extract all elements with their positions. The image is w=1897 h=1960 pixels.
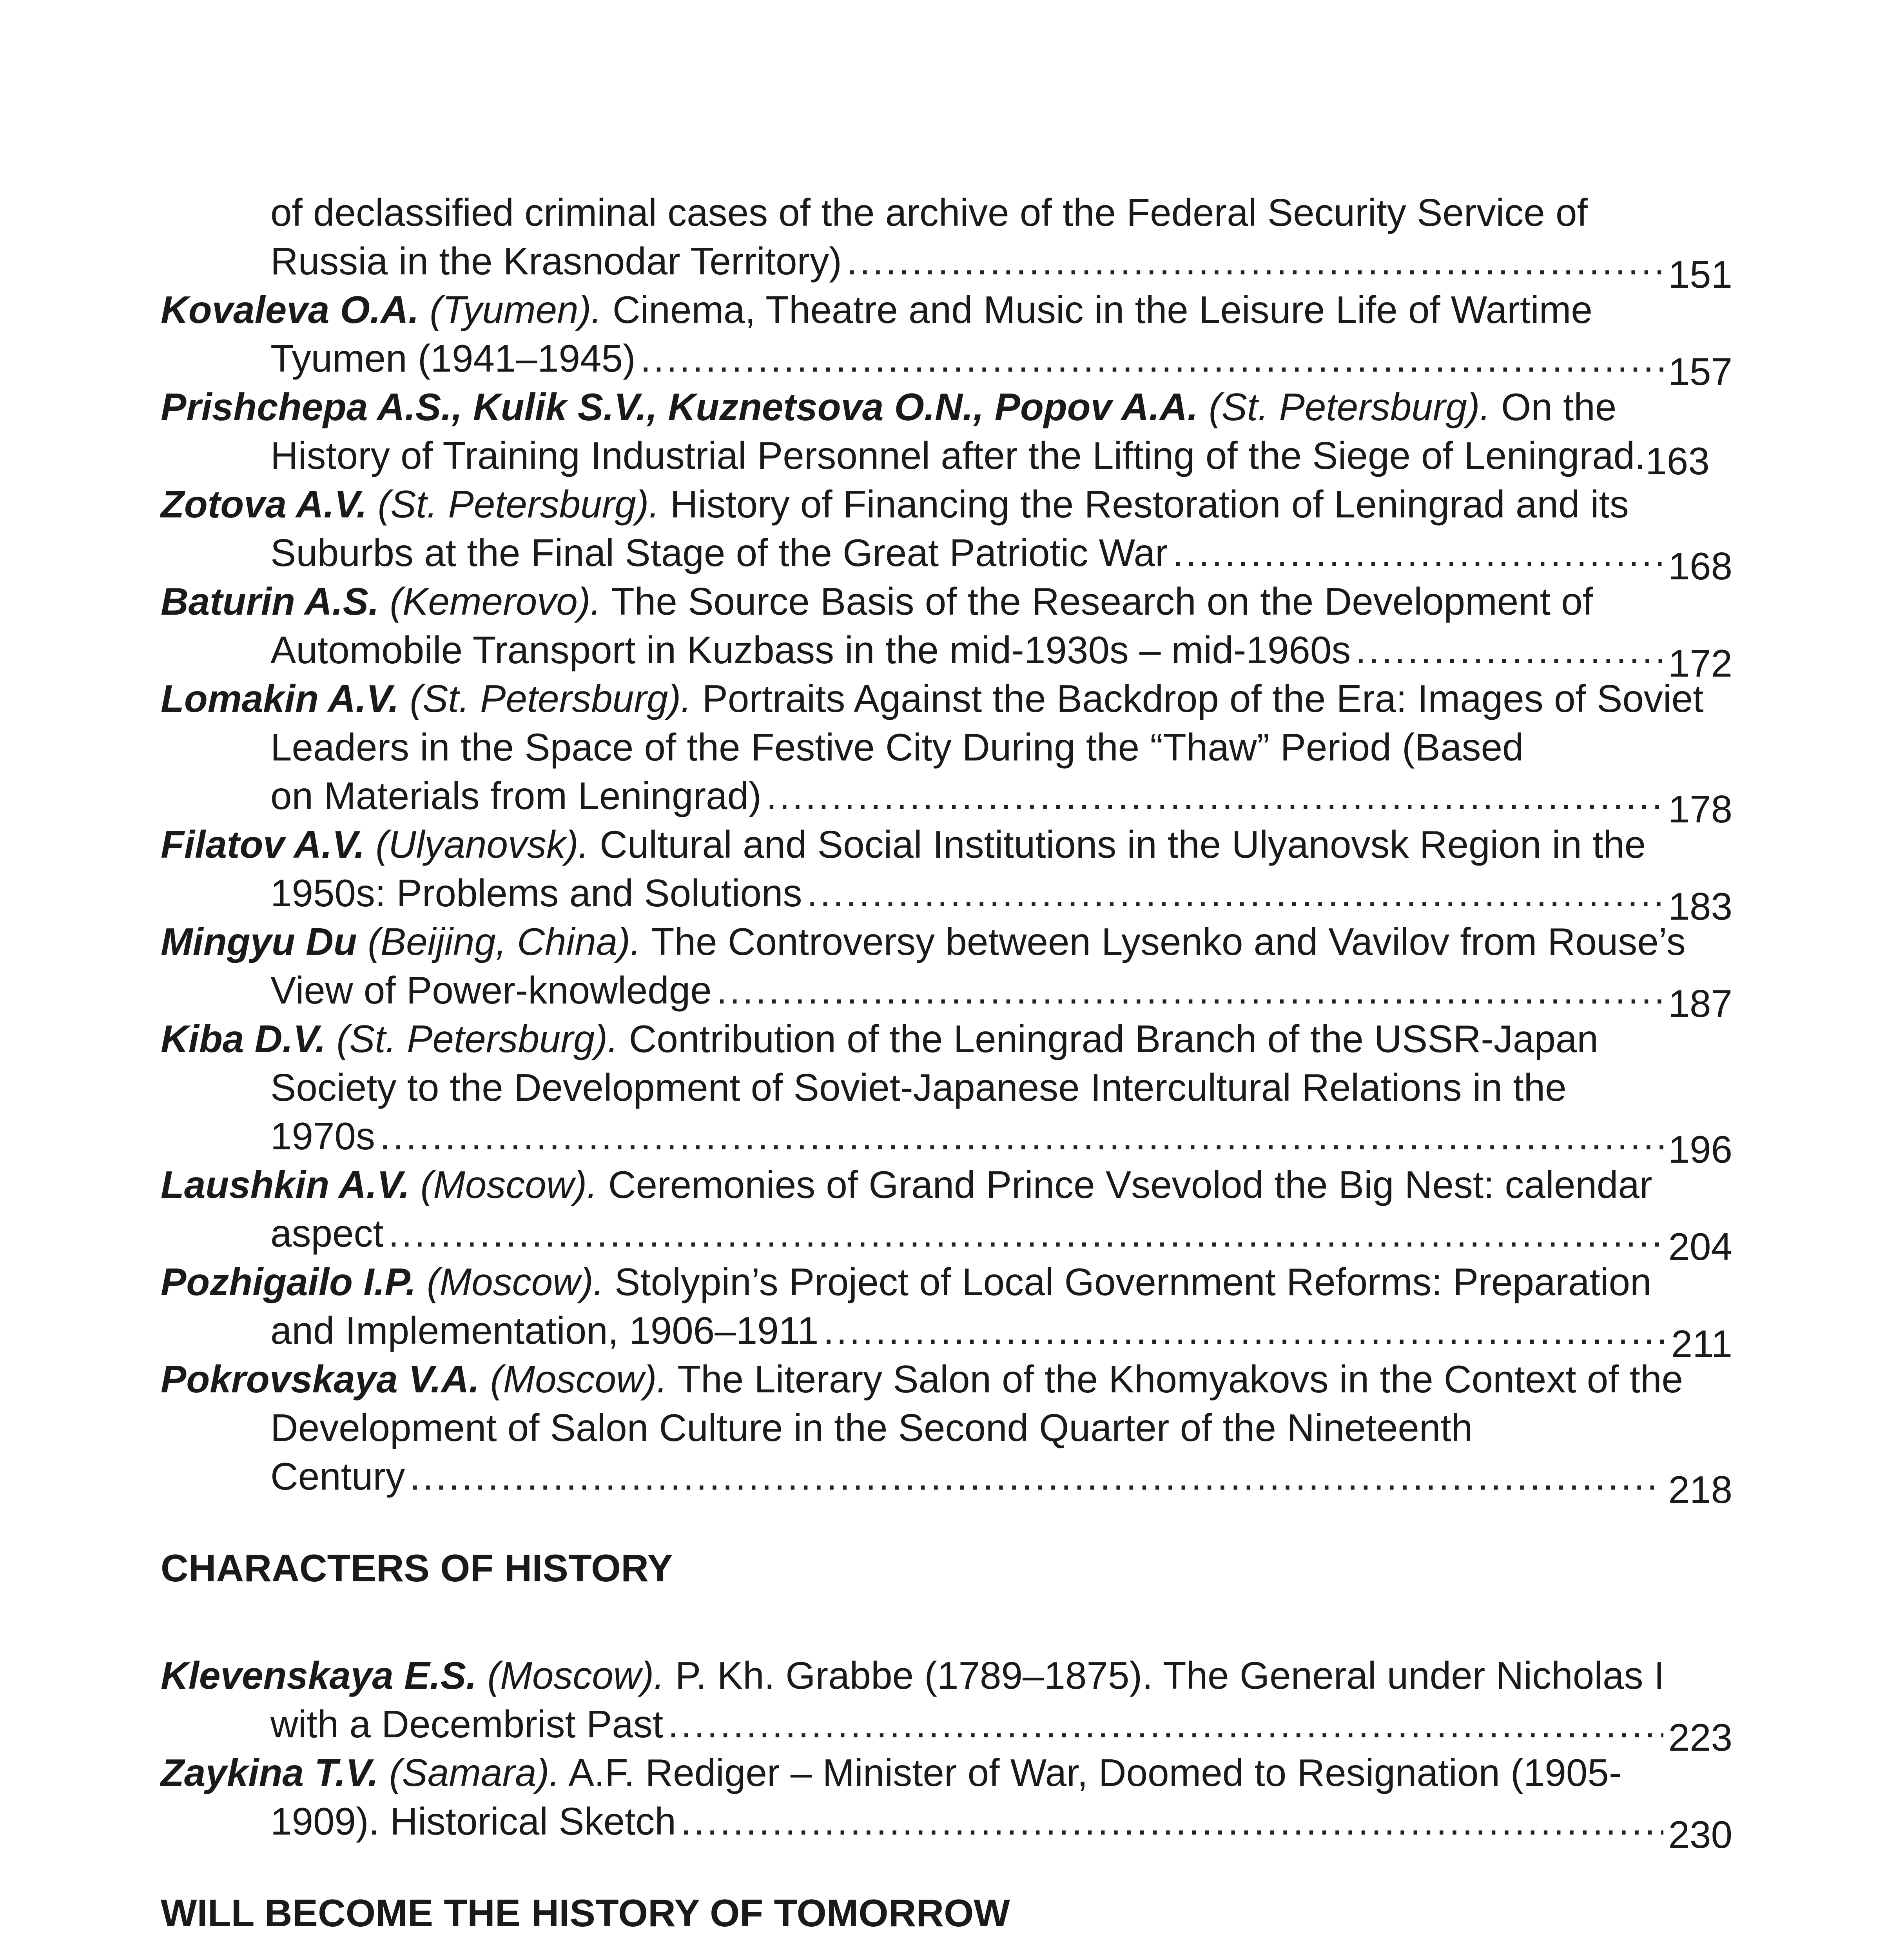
entry-title-last-line: Suburbs at the Final Stage of the Great Patriotic War	[270, 531, 1168, 574]
entry-title-line: A.F. Rediger – Minister of War, Doomed to Resignation (1905-	[568, 1751, 1622, 1794]
entry-title-line: P. Kh. Grabbe (1789–1875). The General under Nicholas I	[675, 1654, 1665, 1697]
section-title-will-become-history: WILL BECOME THE HISTORY OF TOMORROW	[161, 1891, 1010, 1935]
entry-title-last-line: Automobile Transport in Kuzbass in the mid-1930s – mid-1960s	[270, 628, 1351, 671]
dot-leader	[1173, 528, 1664, 577]
toc-entry-laushkin	[161, 1160, 1732, 1268]
toc-entry-mingyu	[161, 917, 1732, 1025]
entry-title-last-line: 1970s	[270, 1114, 375, 1158]
entry-title-last-line: View of Power-knowledge	[270, 969, 712, 1012]
entry-author: Laushkin A.V.	[161, 1163, 410, 1206]
table-of-contents	[161, 188, 1732, 1960]
toc-section-characters-of-history	[161, 1651, 1732, 1856]
dot-leader	[716, 966, 1664, 1014]
entry-title-line: of the Development of Salon Culture in the Second Quarter of the Nineteenth	[270, 1357, 1683, 1449]
page-number: 151	[1668, 253, 1732, 296]
dot-leader	[388, 1209, 1664, 1258]
entry-title-last-line: with a Decembrist Past	[270, 1702, 664, 1746]
entry-author: Zaykina T.V.	[161, 1751, 379, 1794]
entry-place: (Tyumen).	[430, 288, 602, 331]
entry-place: (Ulyanovsk).	[375, 823, 589, 866]
page-number: 211	[1671, 1322, 1732, 1365]
entry-title-line: Society to the Development of Soviet-Japanese Intercultural Relations in the	[270, 1066, 1567, 1109]
entry-title-last-line: aspect	[270, 1212, 384, 1255]
dot-leader	[823, 1306, 1666, 1355]
dot-leader	[640, 334, 1664, 383]
entry-title-last-line: and Implementation, 1906–1911	[270, 1309, 819, 1352]
page-number: 218	[1668, 1468, 1732, 1511]
entry-title-last-line: Russia in the Krasnodar Territory)	[270, 240, 842, 283]
page-number: 172	[1668, 642, 1732, 685]
entry-title-line: The Controversy between Lysenko and Vavilov from Rouse’s	[651, 920, 1686, 963]
toc-entry-pozhigailo	[161, 1258, 1732, 1365]
entry-place: (Moscow).	[426, 1260, 604, 1303]
page-number: 204	[1668, 1225, 1732, 1268]
entry-title-line: Cultural and Social Institutions in the Ulyanovsk Region in the	[600, 823, 1646, 866]
toc-entry-lomakin	[161, 674, 1732, 831]
entry-place: (St. Petersburg).	[336, 1017, 618, 1060]
page-number: 183	[1668, 885, 1732, 928]
entry-title-last-line: Tyumen (1941–1945)	[270, 337, 636, 380]
toc-entry-prishchepa	[161, 383, 1732, 483]
page-number: 168	[1668, 544, 1732, 588]
dot-leader	[847, 237, 1664, 285]
entry-place: (Moscow).	[490, 1357, 667, 1401]
entry-author: Prishchepa A.S., Kulik S.V., Kuznetsova O.N., Popov A.A.	[161, 385, 1198, 428]
entry-author: Zotova A.V.	[161, 483, 367, 526]
toc-entry-baturin	[161, 577, 1732, 685]
entry-title-line: Contribution of the Leningrad Branch of the USSR-Japan	[629, 1017, 1598, 1060]
entry-title-line: On the	[1501, 385, 1617, 428]
toc-entry-filatov	[161, 820, 1732, 928]
dot-leader	[668, 1700, 1663, 1748]
page-number: 230	[1668, 1813, 1732, 1856]
entry-title-line: The Literary Salon of the Khomyakovs in the Context	[677, 1357, 1576, 1401]
toc-entry-zotova	[161, 480, 1732, 588]
toc-entry-kiba	[161, 1014, 1732, 1171]
entry-place: (St. Petersburg).	[377, 483, 660, 526]
entry-title-line: Portraits Against the Backdrop of the Era: Images of	[702, 677, 1586, 720]
toc-entry-kovaleva	[161, 285, 1732, 393]
entry-title-line: Ceremonies of Grand Prince Vsevolod the Big Nest: calendar	[608, 1163, 1652, 1206]
entry-title-last-line: Century	[270, 1455, 405, 1498]
toc-entry-pokrovskaya	[161, 1355, 1732, 1511]
entry-author: Pokrovskaya V.A.	[161, 1357, 480, 1401]
dot-leader	[766, 771, 1664, 820]
entry-author: Klevenskaya E.S.	[161, 1654, 477, 1697]
entry-title-line: History of Financing the Restoration of Leningrad and its	[670, 483, 1629, 526]
entry-author: Kiba D.V.	[161, 1017, 326, 1060]
entry-place: (Kemerovo).	[390, 580, 601, 623]
page-number: 187	[1668, 982, 1732, 1025]
entry-author: Filatov A.V.	[161, 823, 365, 866]
page-number: 163	[1645, 439, 1710, 483]
dot-leader	[380, 1112, 1663, 1160]
page-number: 157	[1668, 350, 1732, 393]
entry-place: (St. Petersburg).	[410, 677, 692, 720]
entry-place: (Moscow).	[487, 1654, 665, 1697]
dot-leader	[1355, 626, 1663, 674]
entry-author: Pozhigailo I.P.	[161, 1260, 416, 1303]
entry-title-last-line: 1909). Historical Sketch	[270, 1800, 676, 1843]
page-number: 196	[1668, 1128, 1732, 1171]
page-number: 223	[1668, 1716, 1732, 1759]
entry-title-line: Soviet Leaders in the Space of the Festive City During the “Thaw” Period (Based	[270, 677, 1704, 769]
toc-section-continued	[161, 188, 1732, 1511]
entry-title-last-line: History of Training Industrial Personnel after the Lifting of the Siege of Leningrad.	[270, 434, 1646, 477]
dot-leader	[410, 1452, 1663, 1501]
entry-author: Kovaleva O.A.	[161, 288, 419, 331]
toc-entry-krasnodar	[161, 188, 1732, 296]
entry-title-line: The Source Basis of the Research on the Development of	[611, 580, 1593, 623]
dot-leader	[681, 1797, 1664, 1846]
entry-title-last-line: 1950s: Problems and Solutions	[270, 871, 802, 915]
entry-author: Lomakin A.V.	[161, 677, 399, 720]
entry-place: (Samara).	[389, 1751, 560, 1794]
page-number: 178	[1668, 788, 1732, 831]
toc-entry-zaykina	[161, 1748, 1732, 1856]
entry-title-last-line: on Materials from Leningrad)	[270, 774, 762, 817]
section-title-characters-of-history: CHARACTERS OF HISTORY	[161, 1546, 673, 1590]
entry-title-line: of declassified criminal cases of the archive of the Federal Security Service of	[270, 191, 1588, 234]
entry-author: Mingyu Du	[161, 920, 357, 963]
dot-leader	[807, 869, 1664, 917]
entry-author: Baturin A.S.	[161, 580, 379, 623]
entry-place: (St. Petersburg).	[1208, 385, 1491, 428]
toc-entry-klevenskaya	[161, 1651, 1732, 1759]
entry-title-line: Stolypin’s Project of Local Government Reforms: Preparation	[615, 1260, 1652, 1303]
entry-place: (Moscow).	[420, 1163, 598, 1206]
entry-place: (Beijing, China).	[368, 920, 641, 963]
entry-title-line: Cinema, Theatre and Music in the Leisure Life of Wartime	[612, 288, 1592, 331]
